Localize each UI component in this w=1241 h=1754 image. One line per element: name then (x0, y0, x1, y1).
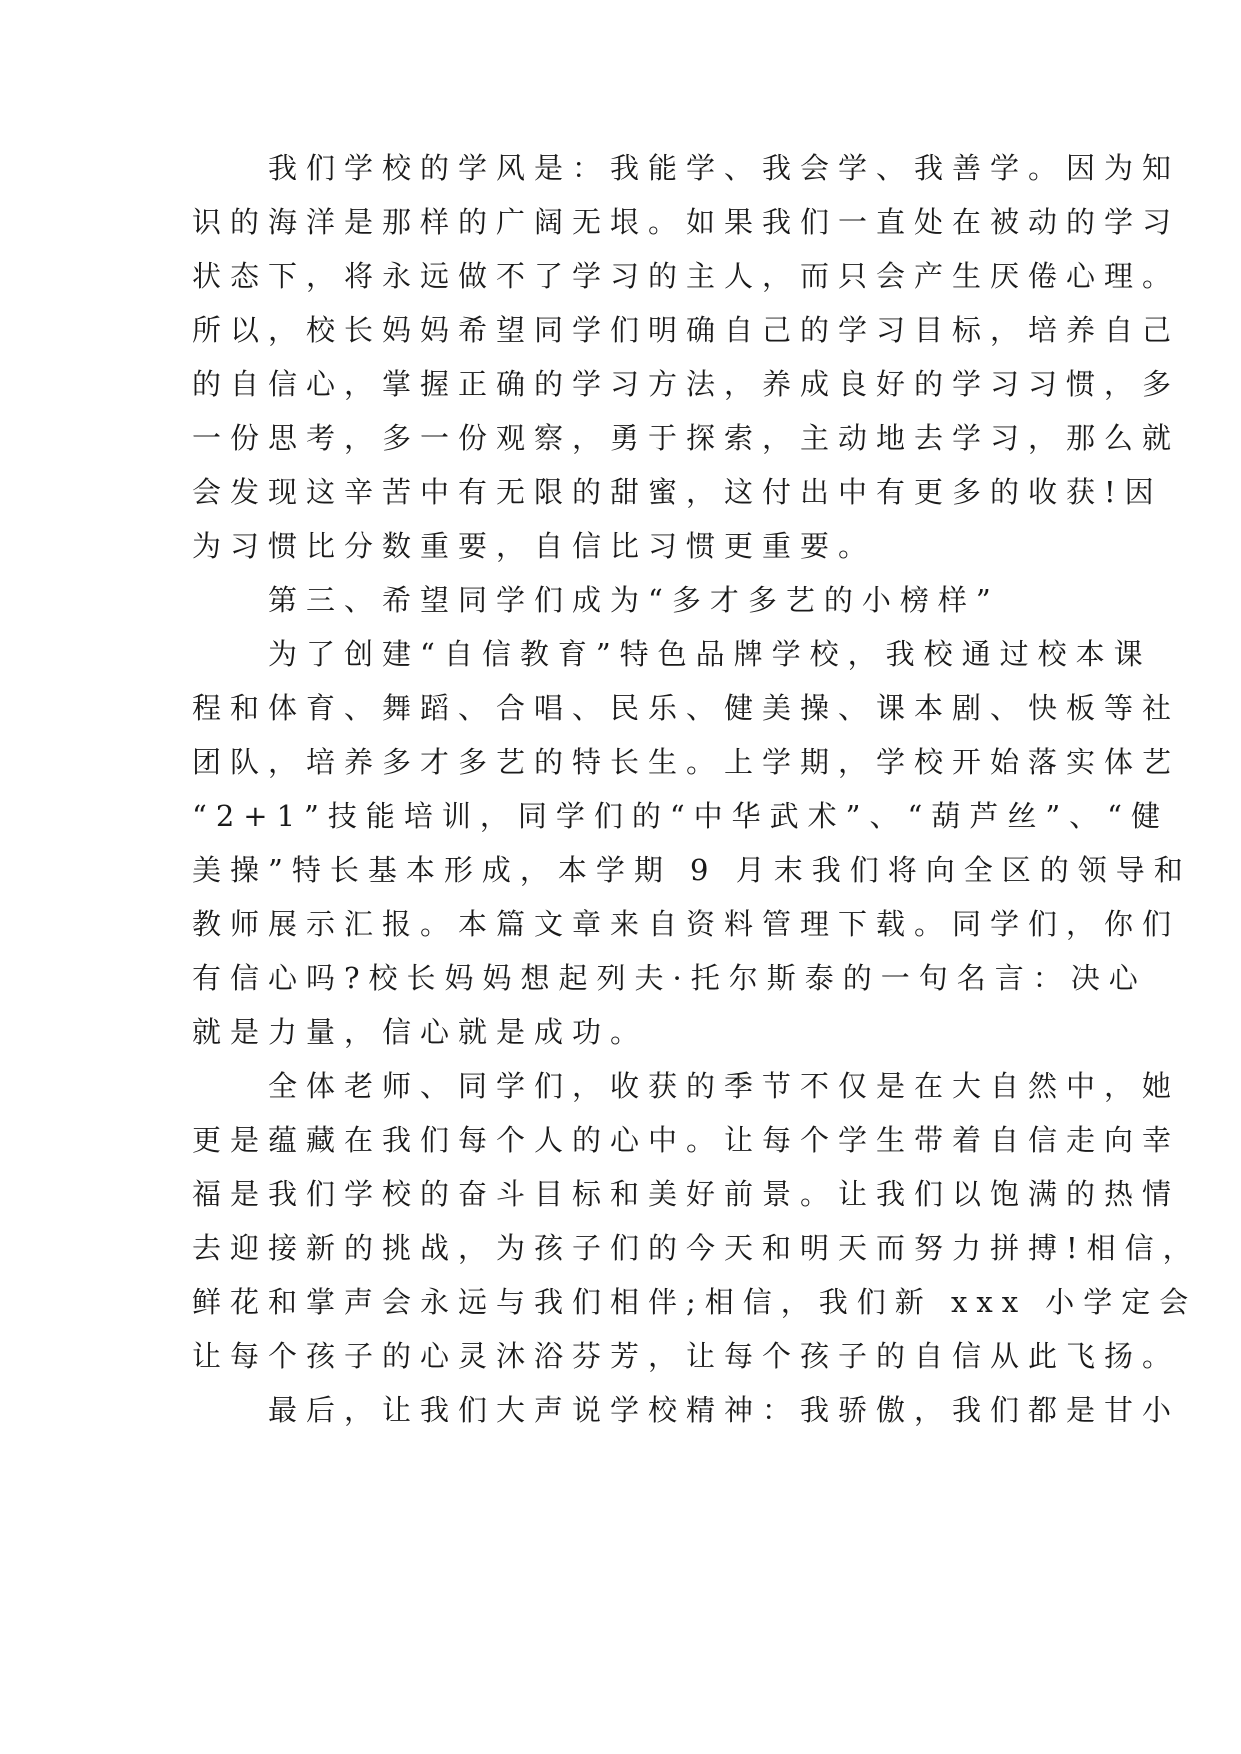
text-line: 鲜花和掌声会永远与我们相伴;相信，我们新 xxx 小学定会 (192, 1285, 1198, 1319)
text-line: 我们学校的学风是：我能学、我会学、我善学。因为知 (192, 151, 1181, 185)
text-line: 识的海洋是那样的广阔无垠。如果我们一直处在被动的学习 (192, 205, 1181, 239)
text-line: 全体老师、同学们，收获的季节不仅是在大自然中，她 (192, 1069, 1181, 1103)
text-line: 为了创建“自信教育”特色品牌学校，我校通过校本课 (192, 637, 1152, 671)
text-line: 更是蕴藏在我们每个人的心中。让每个学生带着自信走向幸 (192, 1123, 1181, 1157)
text-line: 福是我们学校的奋斗目标和美好前景。让我们以饱满的热情 (192, 1177, 1181, 1211)
text-line: 一份思考，多一份观察，勇于探索，主动地去学习，那么就 (192, 421, 1181, 455)
text-line: 程和体育、舞蹈、合唱、民乐、健美操、课本剧、快板等社 (192, 691, 1181, 725)
section-heading: 第三、希望同学们成为“多才多艺的小榜样” (192, 583, 1000, 617)
text-line: 有信心吗?校长妈妈想起列夫·托尔斯泰的一句名言：决心 (192, 961, 1147, 995)
text-line: 为习惯比分数重要，自信比习惯更重要。 (192, 529, 877, 563)
text-line: 的自信心，掌握正确的学习方法，养成良好的学习习惯，多 (192, 367, 1181, 401)
text-line: “2+1”技能培训，同学们的“中华武术”、“葫芦丝”、“健 (192, 799, 1169, 833)
text-line: 让每个孩子的心灵沐浴芬芳，让每个孩子的自信从此飞扬。 (192, 1339, 1181, 1373)
text-line: 会发现这辛苦中有无限的甜蜜，这付出中有更多的收获!因 (192, 475, 1163, 509)
text-line: 所以，校长妈妈希望同学们明确自己的学习目标，培养自己 (192, 313, 1181, 347)
text-line: 最后，让我们大声说学校精神：我骄傲，我们都是甘小 (192, 1393, 1181, 1427)
text-line: 教师展示汇报。本篇文章来自资料管理下载。同学们，你们 (192, 907, 1181, 941)
text-line: 状态下，将永远做不了学习的主人，而只会产生厌倦心理。 (192, 259, 1181, 293)
text-line: 就是力量，信心就是成功。 (192, 1015, 649, 1049)
text-line: 去迎接新的挑战，为孩子们的今天和明天而努力拼搏!相信， (192, 1231, 1201, 1265)
text-line: 团队，培养多才多艺的特长生。上学期，学校开始落实体艺 (192, 745, 1181, 779)
text-line: 美操”特长基本形成，本学期 9 月末我们将向全区的领导和 (192, 853, 1192, 887)
